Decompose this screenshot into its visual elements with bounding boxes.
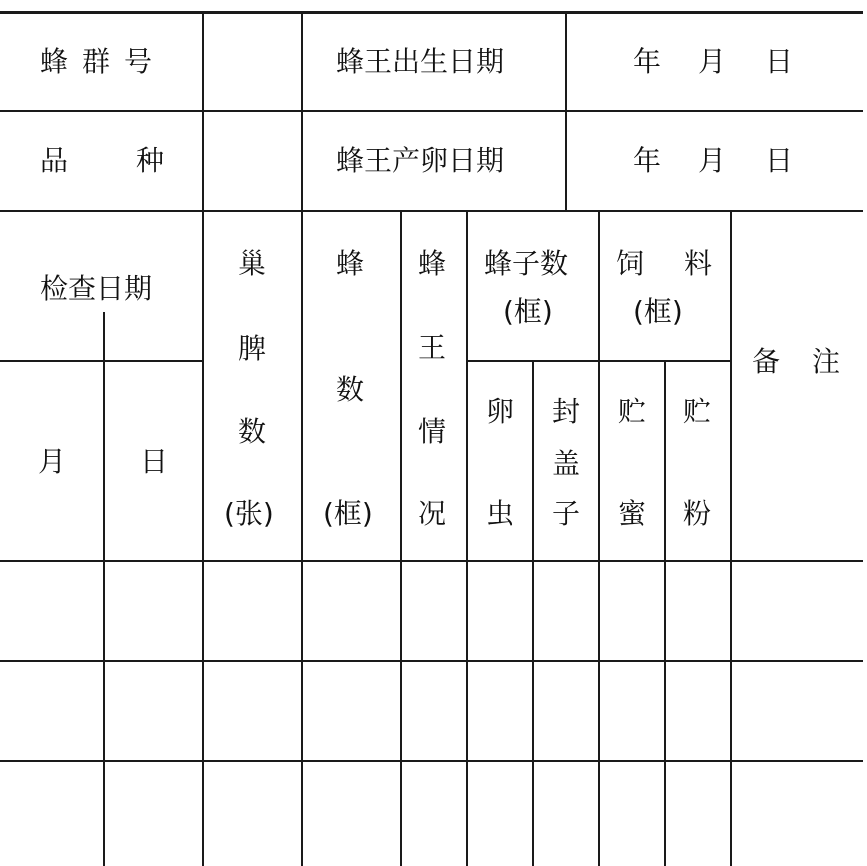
queen-lay-date-label: 蜂王产卵日期 [336,144,505,177]
notes-header-2: 注 [812,345,841,378]
stored-honey-header-2: 蜜 [618,497,647,530]
queen-birth-date-label: 蜂王出生日期 [336,45,505,78]
birth-month-label: 月 [698,45,727,78]
lay-year-label: 年 [633,144,662,177]
notes-header-1: 备 [752,345,781,378]
comb-count-header-2: 脾 [238,332,267,365]
col-line-header-date [565,12,567,210]
bee-count-header-unit: (框) [323,497,373,530]
brood-count-unit: (框) [503,295,553,328]
entry-row-2[interactable] [0,662,863,760]
capped-brood-header-2: 盖 [552,447,581,480]
capped-brood-header-3: 子 [552,497,581,530]
feed-unit: (框) [633,295,683,328]
feed-header-1: 饲 [616,247,645,280]
row-divider-2 [0,210,863,212]
check-day-header: 日 [140,445,169,478]
bee-count-header-2: 数 [336,373,365,406]
comb-count-header-1: 巢 [238,247,267,280]
entry-row-1[interactable] [0,562,863,660]
queen-status-header-3: 情 [418,415,447,448]
subheader-divider-left [0,360,204,362]
comb-count-header-3: 数 [238,415,267,448]
brood-count-header: 蜂子数 [484,247,569,280]
queen-status-header-4: 况 [418,497,447,530]
breed-label: 品种 [40,144,233,177]
queen-status-header-2: 王 [418,331,447,364]
lay-month-label: 月 [698,144,727,177]
stored-honey-header-1: 贮 [618,395,647,428]
check-date-header: 检查日期 [40,272,153,305]
egg-larva-header-2: 虫 [486,497,515,530]
lay-day-label: 日 [765,144,794,177]
feed-header-2: 料 [684,247,713,280]
birth-day-label: 日 [765,45,794,78]
bee-count-header-1: 蜂 [336,247,365,280]
capped-brood-header-1: 封 [552,395,581,428]
stored-pollen-header-2: 粉 [683,497,712,530]
top-border [0,11,863,14]
stored-pollen-header-1: 贮 [683,395,712,428]
birth-year-label: 年 [633,45,662,78]
row-divider-1 [0,110,863,112]
entry-row-3[interactable] [0,762,863,866]
comb-count-header-unit: (张) [224,497,274,530]
check-month-header: 月 [38,445,67,478]
egg-larva-header-1: 卵 [486,395,515,428]
queen-status-header-1: 蜂 [418,247,447,280]
hive-number-label: 蜂群号 [40,45,167,78]
